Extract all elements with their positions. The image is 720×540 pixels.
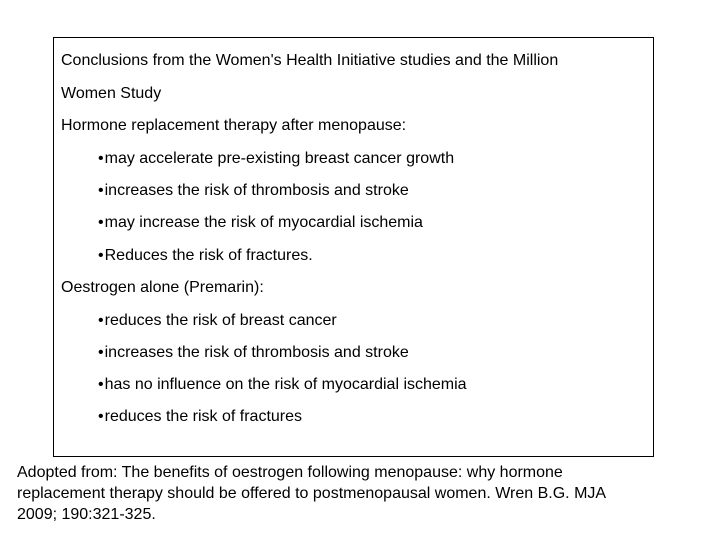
bullet-glyph: •: [98, 214, 104, 231]
caption-line-2: replacement therapy should be offered to postmenopausal women. Wren B.G. MJA: [17, 485, 607, 502]
section-1-heading: Hormone replacement therapy after menopause:: [61, 117, 407, 134]
section-1-bullet: •may accelerate pre-existing breast cancer growth: [98, 150, 455, 167]
caption-line-3: 2009; 190:321-325.: [17, 506, 156, 523]
bullet-glyph: •: [98, 376, 104, 393]
section-2-bullet: •reduces the risk of fractures: [98, 408, 303, 425]
section-1-bullet: •increases the risk of thrombosis and stroke: [98, 182, 409, 199]
section-1-bullet: •Reduces the risk of fractures.: [98, 247, 313, 264]
citation-caption: [17, 462, 707, 525]
section-2-bullet: •increases the risk of thrombosis and stroke: [98, 344, 409, 361]
bullet-glyph: •: [98, 408, 104, 425]
section-2-bullet: •reduces the risk of breast cancer: [98, 312, 337, 329]
bullet-glyph: •: [98, 150, 104, 167]
box-title-line-1: Conclusions from the Women's Health Initiative studies and the Million: [61, 52, 559, 69]
section-1-bullet: •may increase the risk of myocardial ischemia: [98, 214, 423, 231]
section-2-heading: Oestrogen alone (Premarin):: [61, 279, 264, 296]
bullet-glyph: •: [98, 312, 104, 329]
caption-line-1: Adopted from: The benefits of oestrogen following menopause: why hormone: [17, 464, 563, 481]
bullet-glyph: •: [98, 344, 104, 361]
bullet-glyph: •: [98, 247, 104, 264]
box-title-line-2: Women Study: [61, 85, 162, 102]
section-2-bullet: •has no influence on the risk of myocardial ischemia: [98, 376, 467, 393]
bullet-glyph: •: [98, 182, 104, 199]
